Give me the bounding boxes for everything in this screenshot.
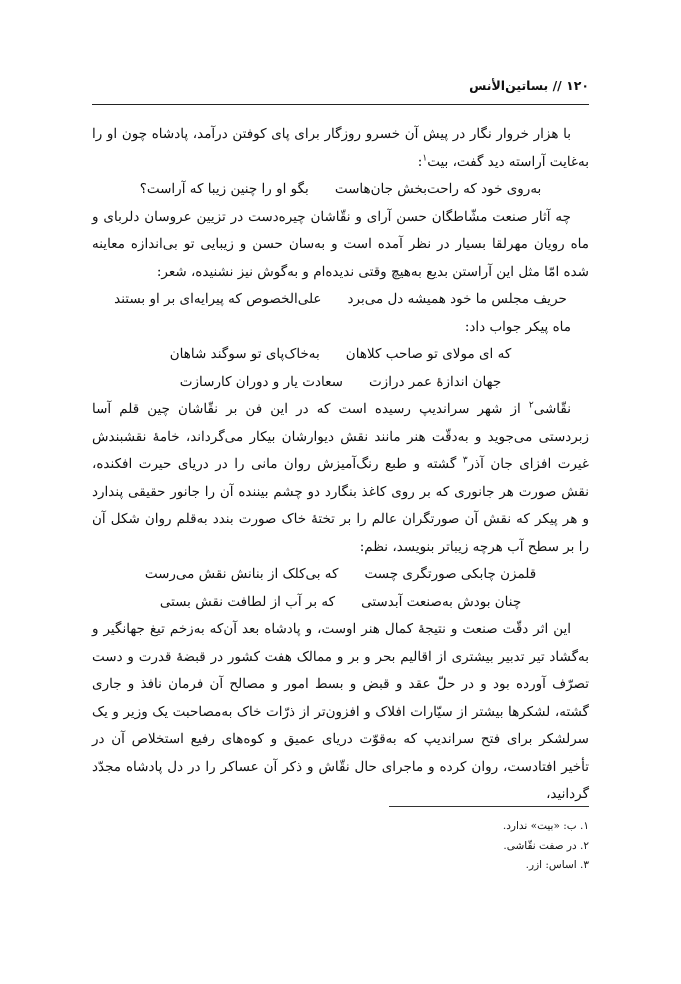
footnote: ۳. اساس: ازر. — [525, 859, 589, 871]
footnote-ref[interactable]: ۱ — [422, 153, 428, 163]
paragraph: نقّاشی$^۲$ از شهر سراندیپ رسیده است که در این فن بر نقّاشان چین قلم آسا زبردستی می‌جوید و به‌دقّت هنر مانند نقش دیوارشان بیکار می‌گرداند، خامهٔ نقشبندش غیرت افزای جان آذر$^۳$ گشته و طبع رنگ‌آمیزش روان مانی را در دریای حیرت افکنده، نقش صورت هر جانوری که بر روی کاغذ بنگارد دو چشم بیننده آن را جانور حقیقی پندارد و هر پیکر که نقش آن صورتگران عالم را بر تختهٔ خاک صورت بندد به‌قلم روان شکل آن را بر سطح آب هرچه زیباتر بنویسد، نظم: — [92, 400, 589, 555]
page-number: ۱۲۰ — [566, 78, 589, 93]
footnote-ref[interactable]: ۲ — [528, 400, 534, 411]
verse-line — [92, 341, 589, 369]
verse-hemistich: که ای مولای تو صاحب کلاهان — [345, 346, 512, 362]
verse-hemistich: سعادت یار و دوران کارسازت — [179, 373, 343, 390]
header-separator: // — [552, 78, 562, 93]
footnote-rule — [389, 806, 589, 807]
verse-hemistich: به‌روی خود که راحت‌بخش جان‌هاست — [334, 181, 542, 197]
verse-line — [92, 369, 589, 397]
verse-hemistich: جهان اندازهٔ عمر درازت — [368, 373, 502, 390]
verse-hemistich: چنان بودش به‌صنعت آبدستی — [361, 593, 522, 610]
paragraph: چه آثار صنعت مشّاطگان حسن آرای و نقّاشان چیره‌دست در تزیین عروسان دلربای و ماه رویان مهرلقا بسیار در نظر آمده است و به‌سان حسن و زیبایی تو بی‌اندازه معاینه شده امّا مثل این آراستن بدیع به‌هیچ وقتی ندیده‌ام و به‌گوش نیز نشنیده، شعر: — [92, 208, 589, 280]
verse-line — [92, 589, 589, 617]
verse-hemistich: به‌خاک‌پای تو سوگند شاهان — [169, 346, 320, 362]
footnote: ۲. در صفت نقّاشی. — [503, 839, 589, 852]
main-text — [92, 121, 589, 809]
paragraph: با هزار خروار نگار در پیش آن خسرو روزگار برای پای کوفتن درآمد، پادشاه چون او را به‌غایت آراسته دید گفت، بیت$^۱$: — [92, 126, 589, 170]
footnote: ۱. ب: «بیت» ندارد. — [502, 820, 589, 832]
running-header — [92, 78, 589, 100]
verse-hemistich: که بی‌کلک از بنانش نقش می‌رست — [144, 566, 339, 582]
paragraph: ماه پیکر جواب داد: — [464, 318, 571, 335]
verse-line — [92, 176, 589, 204]
verse-hemistich: علی‌الخصوص که پیرایه‌ای بر او بستند — [114, 291, 322, 307]
header-rule — [92, 104, 589, 105]
verse-line — [92, 561, 589, 589]
verse-hemistich: بگو او را چنین زیبا که آراست؟ — [139, 181, 309, 197]
book-title: بساتین‌الأنس — [469, 78, 549, 93]
verse-hemistich: قلمزن چابکی صورتگری چست — [364, 566, 537, 582]
verse-hemistich: حریف مجلس ما خود همیشه دل می‌برد — [347, 291, 567, 307]
verse-hemistich: که بر آب از لطافت نقش بستی — [159, 593, 336, 610]
footnote-ref[interactable]: ۳ — [462, 455, 468, 466]
verse-line — [92, 286, 589, 314]
footnotes — [380, 817, 589, 876]
paragraph: این اثر دقّت صنعت و نتیجهٔ کمال هنر اوست، و پادشاه بعد آن‌که به‌زخم تیغ جهانگیر و به‌گشاد تیر تدبیر بیشتری از اقالیم بحر و بر و ممالک هفت کشور در قبضهٔ قدرت و دست تصرّف آورده بود و در حلّ عقد و قبض و بسط امور و مصالح آن فرمان نافذ و جاری گشته، لشکرها بیشتر از سیّارات افلاک و افزون‌تر از ذرّات خاک به‌مصاحبت یک وزیر و یک سرلشکر برای فتح سراندیپ که به‌قوّت دریای عمیق و کوه‌های رفیع استخلاص آن در تأخیر افتادست، روان کرده و ماجرای حال نقّاش و ذکر آن عساکر را در دل پادشاه مجدّد گردانید، — [92, 621, 589, 802]
